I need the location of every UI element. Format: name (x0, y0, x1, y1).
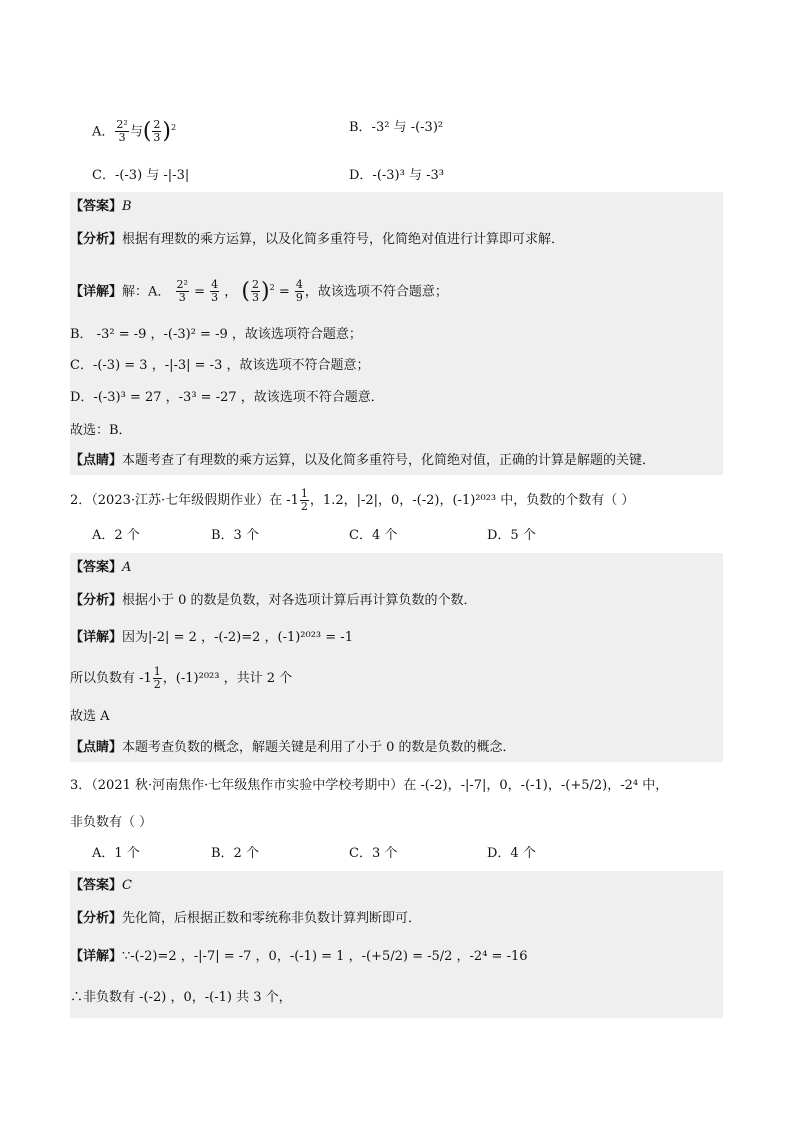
q2-detail: 【详解】因为|-2| = 2 ，-(-2)=2 ，(-1)²⁰²³ = -1 (70, 618, 723, 658)
fraction: $\frac{\text{2²}}{3}$ (176, 278, 188, 305)
q2-answer: 【答案】A (70, 553, 723, 583)
q3-answer: 【答案】C (70, 871, 723, 901)
q3-result: ∴非负数有 -(-2) ，0，-(-1) 共 3 个， (70, 978, 723, 1018)
q2-conclusion: 故选 A (70, 700, 723, 734)
q1-option-b: B．-3² 与 -(-3)² (349, 120, 444, 135)
q1-conclusion: 故选：B． (70, 415, 723, 447)
q3-option-a: A．1 个 (92, 846, 140, 861)
q3-analysis: 【分析】先化简，后根据正数和零统称非负数计算判断即可． (70, 901, 723, 936)
fraction: $\frac{\text{2²}}{3}$ (116, 118, 128, 145)
q1-detail-b: B． -3² = -9 ，-(-3)² = -9 ，故该选项符合题意； (70, 319, 723, 351)
q3-option-b: B．2 个 (211, 846, 259, 861)
q1-detail-c: C．-(-3) = 3 ，-|-3| = -3 ，故该选项不符合题意； (70, 351, 723, 381)
fraction: $\frac{4}{3}$ (211, 278, 219, 305)
q2-stem: 2．（2023·江苏·七年级假期作业）在 -1 $\frac{1}{2}$ ，1.2，|-2|，0，-(-2)，(-1)²⁰²³ 中，负数的个数有（ ） (70, 487, 635, 513)
q1-comment: 【点睛】本题考查了有理数的乘方运算，以及化简多重符号，化简绝对值，正确的计算是解题的关键． (70, 447, 723, 475)
q1-answer: 【答案】B (70, 192, 723, 222)
q1-analysis: 【分析】根据有理数的乘方运算，以及化简多重符号，化简绝对值进行计算即可求解． (70, 222, 723, 257)
q3-option-c: C．3 个 (349, 846, 398, 861)
q3-stem-line2: 非负数有（ ） (70, 815, 153, 830)
q1-option-d: D．-(-3)³ 与 -3³ (349, 168, 444, 183)
q3-detail: 【详解】∵-(-2)=2 ，-|-7| = -7 ，0，-(-1) = 1 ，-(+5/2) = -5/2 ，-2⁴ = -16 (70, 936, 723, 978)
q3-stem: 3．（2021 秋·河南焦作·七年级焦作市实验中学校考期中）在 -(-2)，-|-7|，0，-(-1)，-(+5/2)，-2⁴ 中， (70, 778, 669, 793)
q2-option-a: A．2 个 (92, 528, 140, 543)
q2-comment: 【点睛】本题考查负数的概念，解题关键是利用了小于 0 的数是负数的概念． (70, 734, 723, 762)
q1-option-a: A． $\frac{\text{2²}}{3}$ 与( $\frac{2}{3}$ )$^2$ (92, 118, 177, 145)
q2-option-d: D．5 个 (487, 528, 536, 543)
fraction: $\frac{1}{2}$ (153, 665, 161, 691)
fraction: $\frac{2}{3}$ (153, 118, 161, 145)
fraction: $\frac{4}{9}$ (295, 278, 303, 305)
q2-option-b: B．3 个 (211, 528, 259, 543)
q2-analysis: 【分析】根据小于 0 的数是负数，对各选项计算后再计算负数的个数． (70, 583, 723, 618)
fraction: $\frac{1}{2}$ (300, 487, 308, 513)
q3-option-d: D．4 个 (487, 846, 536, 861)
fraction: $\frac{2}{3}$ (252, 278, 259, 305)
q2-negatives: 所以负数有 -1 $\frac{1}{2}$ ，(-1)²⁰²³ ，共计 2 个 (70, 658, 723, 700)
q1-option-c: C．-(-3) 与 -|-3| (92, 168, 190, 183)
q1-detail-a: 【详解】解：A． $\frac{\text{2²}}{3}$ = $\frac{4}{3}$ ， ( $\frac{2}{3}$ )$^2$ = $\frac{4}{9}$ ，故该选项不符合题意； (70, 257, 723, 319)
q1-detail-d: D．-(-3)³ = 27 ，-3³ = -27 ，故该选项不符合题意． (70, 381, 723, 415)
q2-option-c: C．4 个 (349, 528, 398, 543)
